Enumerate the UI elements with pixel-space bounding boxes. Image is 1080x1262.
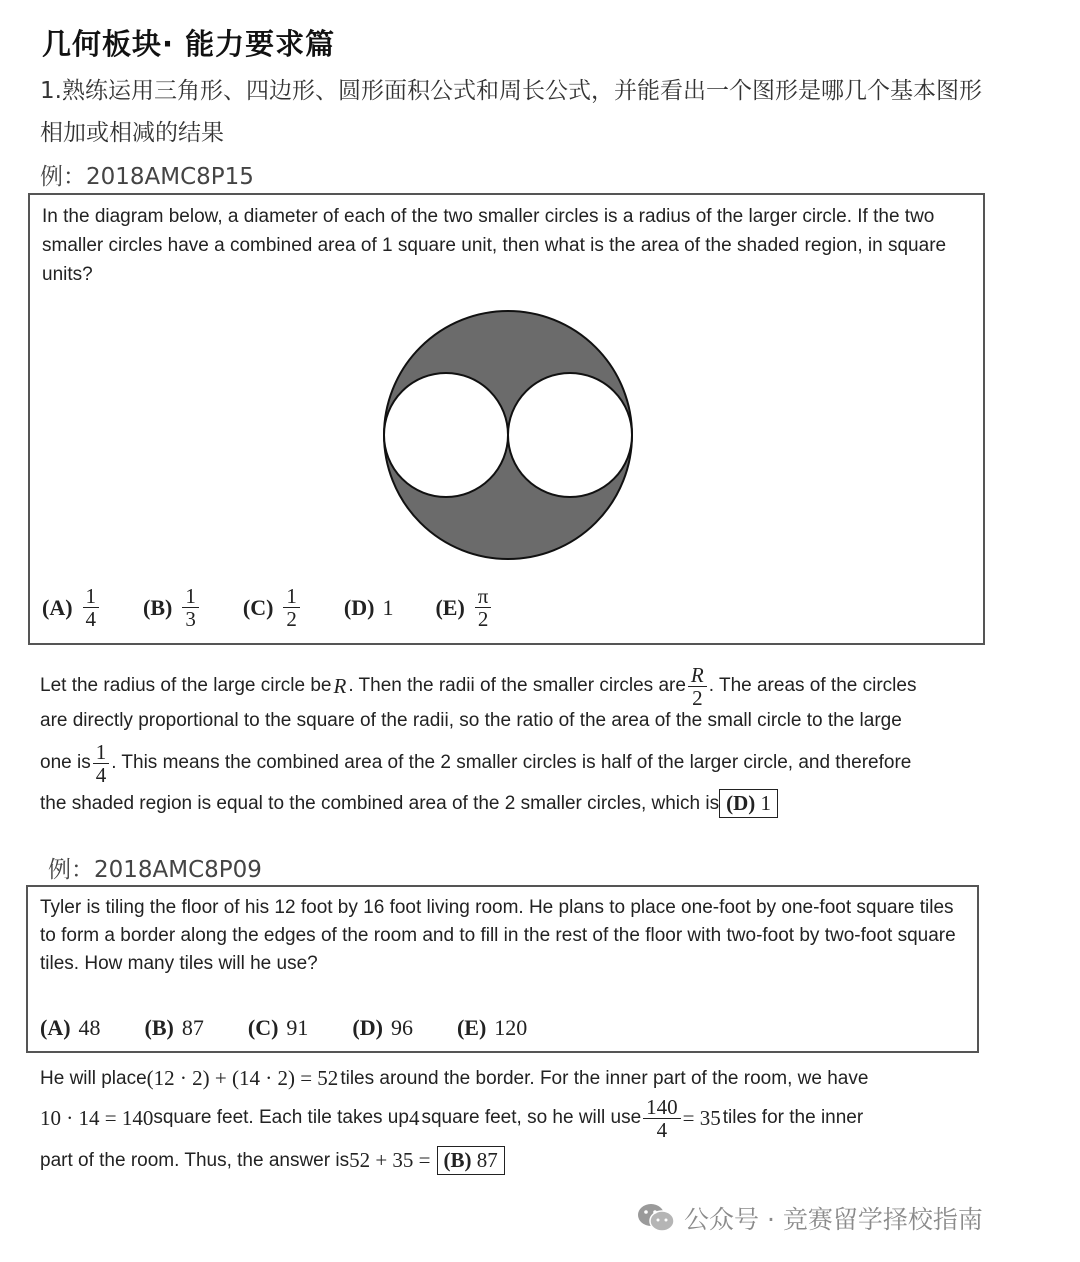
choice-a bbox=[42, 585, 101, 630]
text: the shaded region is equal to the combined area of the 2 smaller circles, which is bbox=[40, 792, 720, 814]
choice-value: 96 bbox=[390, 1015, 413, 1040]
solution-line: are directly proportional to the square of the radii, so the ratio of the area of the small circle to the large bbox=[40, 710, 902, 731]
page-title: 几何板块· 能力要求篇 bbox=[42, 27, 336, 61]
math-var: R bbox=[333, 673, 347, 698]
solution-line bbox=[40, 789, 778, 818]
answer-letter: (B) bbox=[443, 1148, 472, 1172]
choice-c bbox=[243, 585, 302, 630]
choice-value: 48 bbox=[78, 1015, 101, 1040]
text: Let the radius of the large circle be bbox=[40, 675, 332, 696]
choice-letter: (A) bbox=[40, 1015, 71, 1040]
choice-value: 120 bbox=[494, 1015, 528, 1040]
math-expr: = 35 bbox=[682, 1105, 721, 1130]
text: square feet. Each tile takes up bbox=[153, 1107, 409, 1128]
fraction bbox=[643, 1096, 681, 1141]
math-expr: (12 · 2) + (14 · 2) = 52 bbox=[146, 1066, 339, 1090]
choice-letter: (C) bbox=[242, 594, 274, 620]
text: square feet, so he will use bbox=[421, 1107, 642, 1128]
solution-line bbox=[40, 1146, 505, 1175]
choice-b bbox=[145, 1015, 204, 1041]
math-expr: 4 bbox=[408, 1105, 420, 1130]
answer-box bbox=[437, 1146, 505, 1175]
fraction bbox=[93, 741, 110, 786]
choice-letter: (E) bbox=[435, 594, 465, 620]
choice-letter: (C) bbox=[247, 1015, 279, 1040]
answer-value: 87 bbox=[476, 1148, 498, 1172]
choice-d bbox=[352, 1015, 413, 1041]
small-circle-left bbox=[384, 373, 508, 497]
choice-letter: (D) bbox=[352, 1015, 383, 1040]
frac-num: 1 bbox=[182, 585, 199, 608]
text: tiles for the inner bbox=[722, 1107, 864, 1128]
fraction bbox=[688, 664, 707, 709]
choice-d bbox=[344, 595, 394, 621]
answer-letter: (D) bbox=[726, 791, 756, 815]
fraction bbox=[283, 585, 300, 630]
fraction bbox=[475, 585, 492, 630]
solution-line bbox=[40, 1092, 863, 1144]
frac-num: R bbox=[688, 664, 707, 687]
example1-solution bbox=[40, 655, 970, 825]
text: one is bbox=[40, 752, 91, 773]
choice-letter: (A) bbox=[42, 594, 73, 620]
answer-value: 1 bbox=[760, 791, 771, 815]
example1-choices bbox=[42, 585, 493, 630]
text: . Then the radii of the smaller circles are bbox=[348, 675, 686, 696]
small-circle-right bbox=[508, 373, 632, 497]
circles-diagram bbox=[380, 307, 636, 563]
choice-letter: (B) bbox=[144, 1015, 174, 1040]
example2-label: 例：2018AMC8P09 bbox=[48, 857, 262, 883]
frac-den: 4 bbox=[85, 607, 97, 631]
frac-num: 140 bbox=[643, 1096, 681, 1119]
frac-den: 2 bbox=[286, 607, 297, 631]
example2-problem-box bbox=[26, 885, 979, 1053]
fraction bbox=[182, 585, 199, 630]
example1-problem-box bbox=[28, 193, 985, 645]
frac-den: 2 bbox=[692, 685, 703, 710]
fraction bbox=[83, 585, 100, 630]
frac-den: 4 bbox=[656, 1117, 668, 1142]
frac-den: 3 bbox=[185, 607, 196, 631]
frac-den: 4 bbox=[95, 762, 107, 787]
text: tiles around the border. For the inner part of the room, we have bbox=[340, 1067, 869, 1089]
frac-num: 1 bbox=[93, 741, 110, 764]
frac-num: π bbox=[475, 585, 492, 608]
choice-value: 1 bbox=[382, 594, 394, 620]
choice-letter: (B) bbox=[143, 594, 173, 620]
answer-box bbox=[719, 789, 778, 818]
example1-problem-text: In the diagram below, a diameter of each of the two smaller circles is a radius of the larger circle. If the two smaller circles have a combined area of 1 square unit, then what is the area of the shaded region, in square units? bbox=[42, 206, 947, 285]
frac-num: 1 bbox=[83, 585, 100, 608]
solution-line bbox=[40, 737, 911, 789]
choice-e bbox=[435, 585, 493, 630]
example2-choices bbox=[40, 1015, 527, 1041]
watermark-text: 公众号 · 竞赛留学择校指南 bbox=[684, 1205, 983, 1234]
wechat-icon bbox=[636, 1201, 676, 1235]
requirement-text: 1.熟练运用三角形、四边形、圆形面积公式和周长公式，并能看出一个图形是哪几个基本图形相加或相减的结果 bbox=[40, 78, 982, 146]
choice-letter: (D) bbox=[343, 594, 375, 620]
example2-solution bbox=[40, 1066, 970, 1186]
math-expr: 52 + 35 = bbox=[349, 1148, 431, 1172]
choice-c bbox=[248, 1015, 309, 1041]
watermark bbox=[636, 1200, 983, 1236]
frac-den: 2 bbox=[477, 607, 489, 631]
choice-value: 87 bbox=[181, 1015, 204, 1040]
solution-line bbox=[40, 1066, 868, 1091]
math-expr: 10 · 14 = 140 bbox=[40, 1105, 154, 1130]
example2-problem-text: Tyler is tiling the floor of his 12 foot by 16 foot living room. He plans to place one-foot by one-foot square tiles to form a border along the edges of the room and to fill in the rest of the floor with two-foot by two-foot square tiles. How many tiles will he use? bbox=[40, 897, 956, 974]
text: part of the room. Thus, the answer is bbox=[40, 1149, 350, 1171]
text: He will place bbox=[40, 1067, 147, 1089]
choice-b bbox=[143, 585, 201, 630]
example1-label: 例：2018AMC8P15 bbox=[40, 164, 254, 190]
text: . This means the combined area of the 2 smaller circles is half of the larger circle, and therefore bbox=[111, 752, 912, 773]
choice-e bbox=[457, 1015, 527, 1041]
text: . The areas of the circles bbox=[708, 675, 917, 696]
choice-a bbox=[40, 1015, 101, 1041]
solution-line bbox=[40, 655, 916, 717]
choice-value: 91 bbox=[286, 1015, 309, 1040]
choice-letter: (E) bbox=[456, 1015, 487, 1040]
frac-num: 1 bbox=[283, 585, 300, 608]
